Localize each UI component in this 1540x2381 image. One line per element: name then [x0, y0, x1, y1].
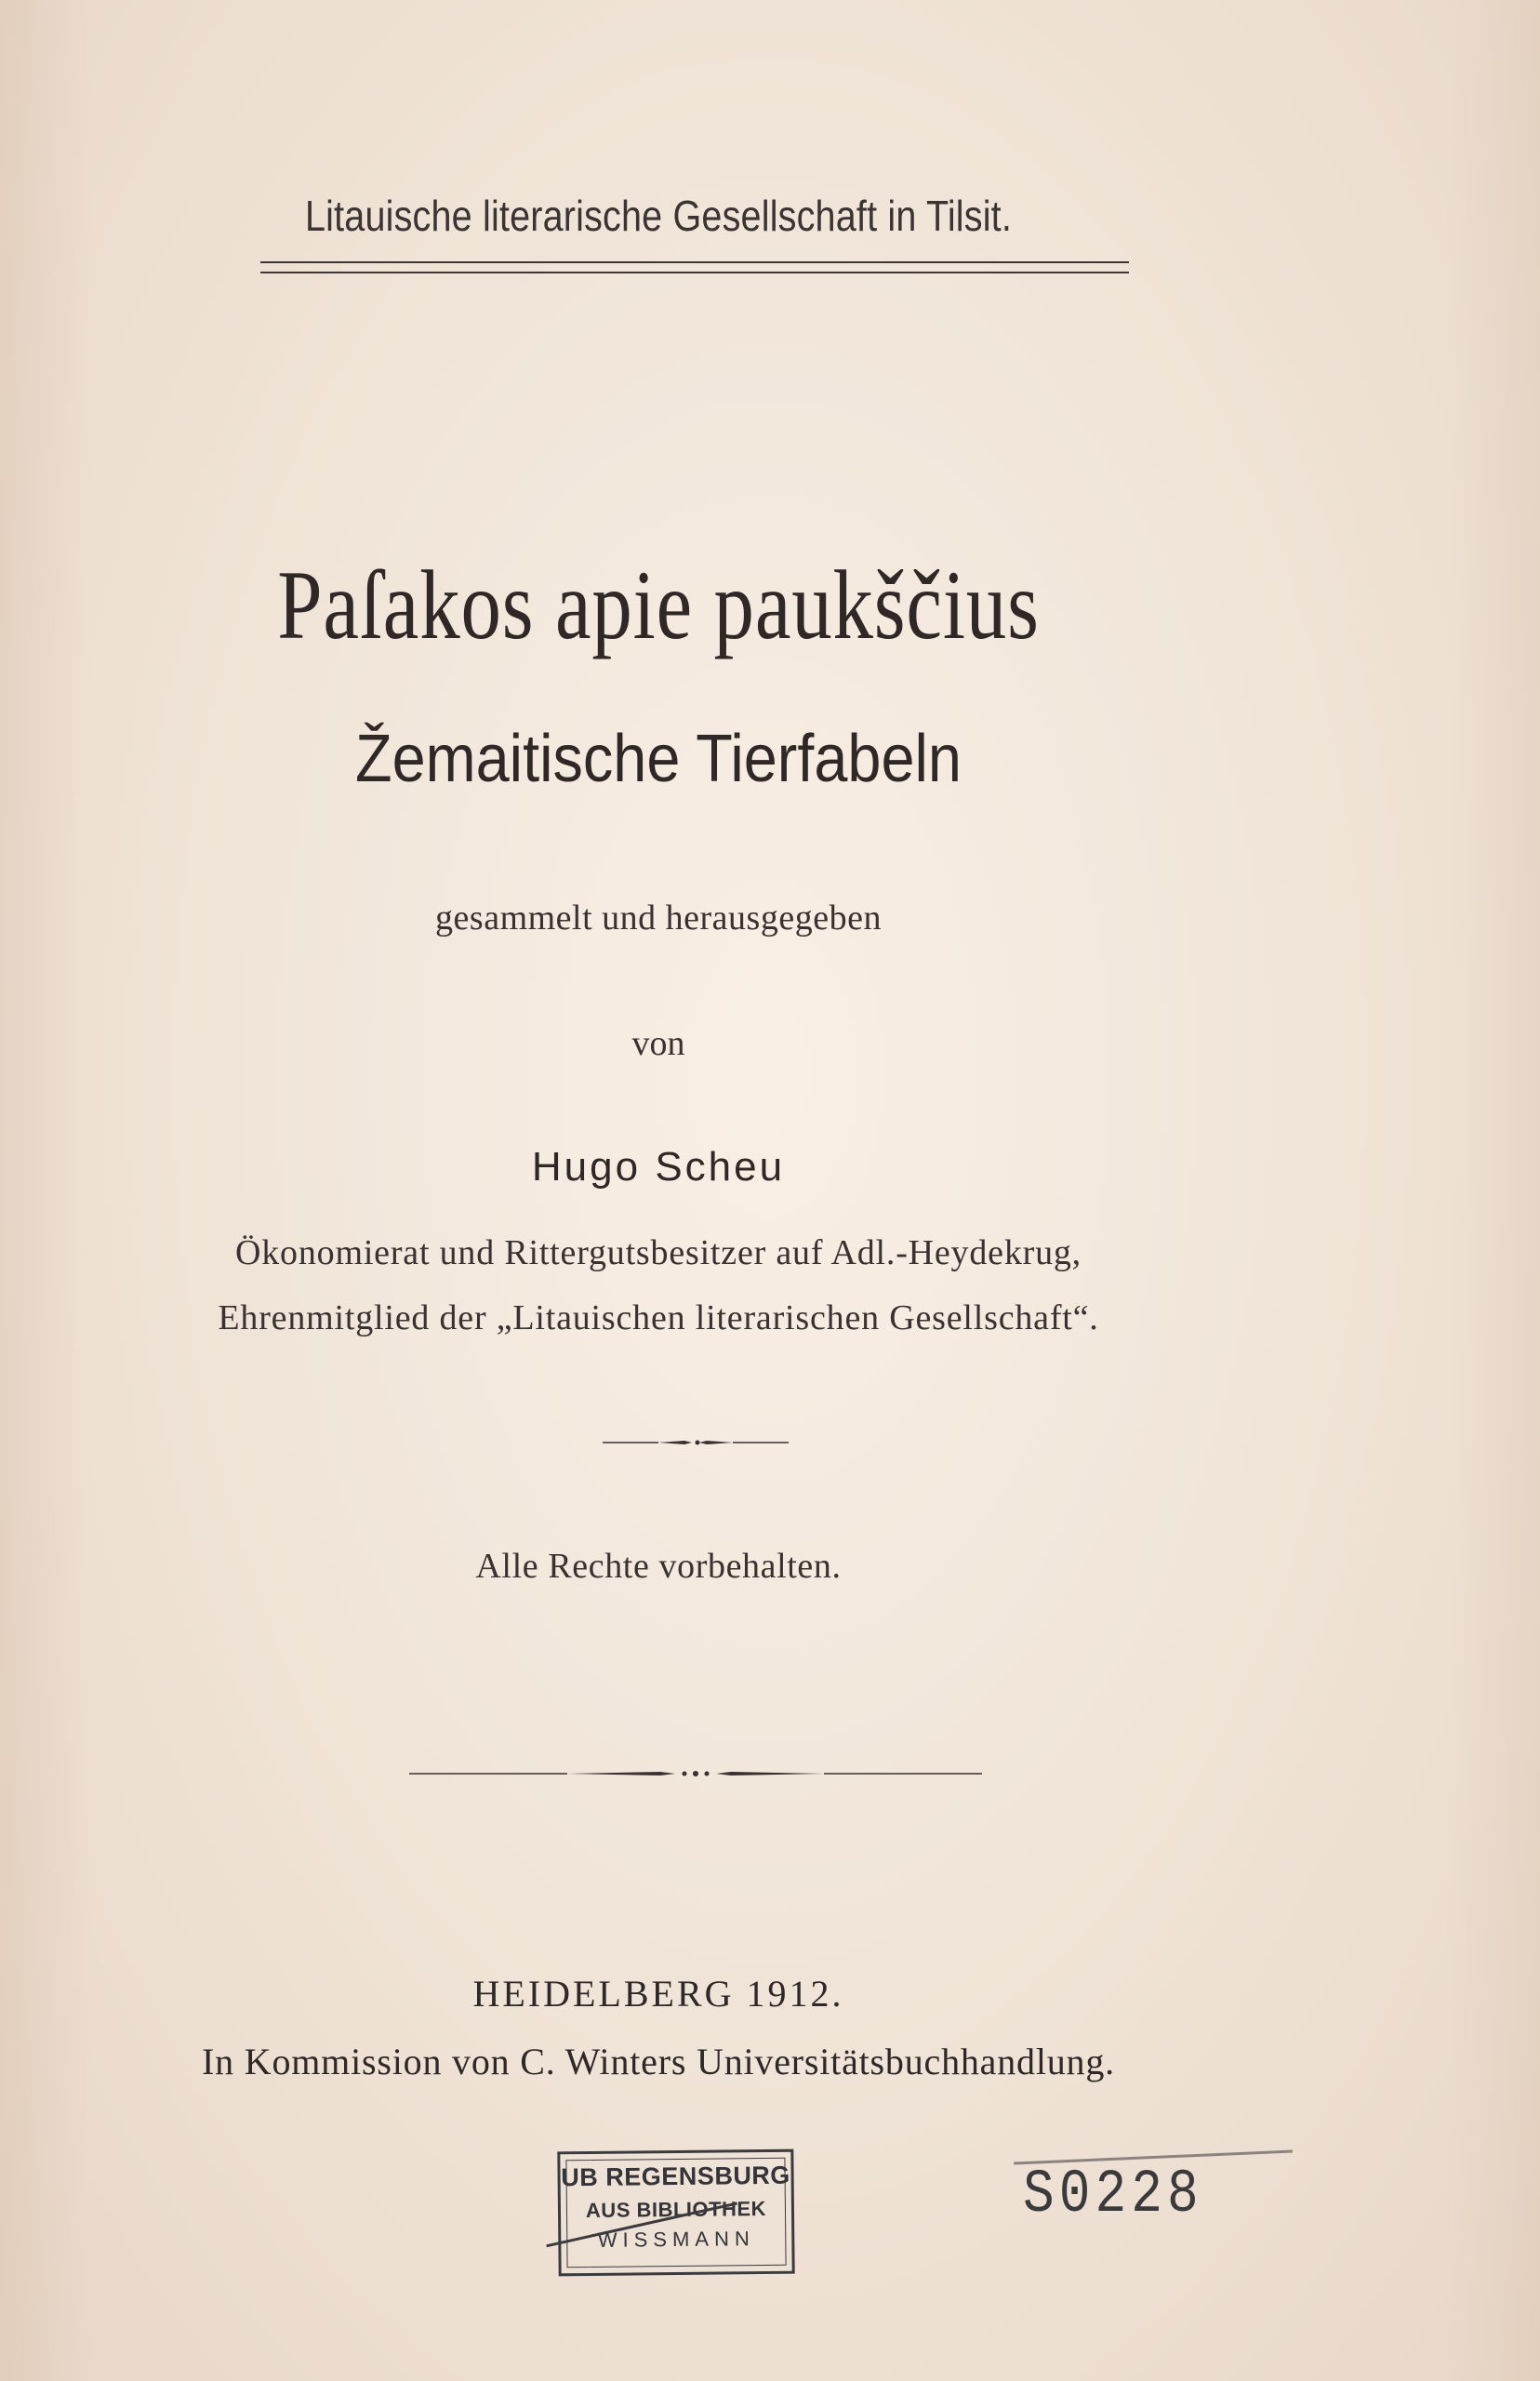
book-subtitle: Žemaitische Tierfabeln [355, 722, 962, 796]
ornament-divider-large [409, 1767, 982, 1780]
society-heading: Litauische literarische Gesellschaft in Tilsit. [304, 192, 1013, 240]
book-title: Paſakos apie paukščius [277, 551, 1040, 659]
library-stamp [557, 2149, 794, 2277]
author-name: Hugo Scheu [531, 1144, 786, 1190]
stamp-line-2: AUS BIBLIOTHEK [585, 2196, 767, 2223]
author-role-line-1: Ökonomierat und Rittergutsbesitzer auf Adl.-Heydekrug, [235, 1233, 1082, 1272]
imprint-place-year: HEIDELBERG 1912. [472, 1973, 844, 2015]
stamp-line-1: UB REGENSBURG [561, 2161, 791, 2192]
by-line: von [631, 1024, 685, 1063]
author-role-line-2: Ehrenmitglied der „Litauischen literarischen Gesellschaft“. [218, 1298, 1099, 1337]
rights-notice: Alle Rechte vorbehalten. [475, 1547, 842, 1586]
imprint-publisher: In Kommission von C. Winters Universitätsbuchhandlung. [202, 2041, 1115, 2082]
ornament-divider-small [603, 1437, 789, 1448]
shelfmark-number: S0228 [1023, 2160, 1203, 2229]
double-rule-divider [260, 261, 1129, 273]
stamp-line-3: WISSMANN [597, 2227, 755, 2252]
collected-line: gesammelt und herausgegeben [435, 898, 882, 938]
